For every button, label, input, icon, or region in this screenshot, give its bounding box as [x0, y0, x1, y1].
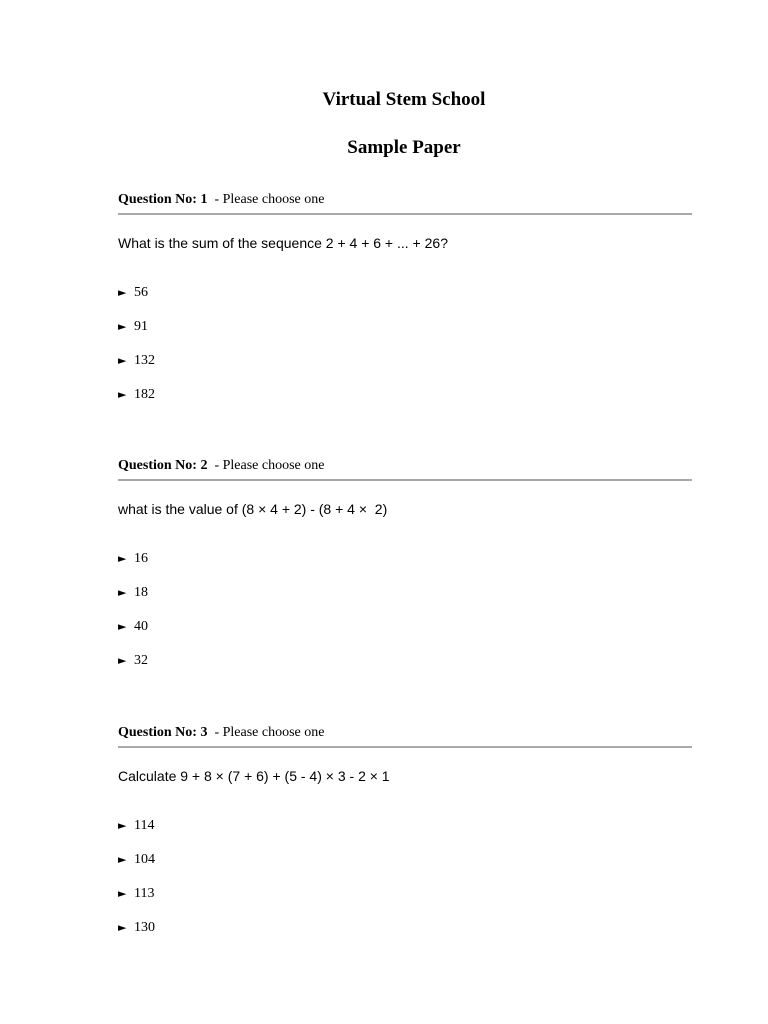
answer-option-label: 40	[134, 619, 148, 634]
page-title: Virtual Stem School	[322, 89, 486, 110]
question-divider	[118, 479, 692, 481]
answer-option-label: 182	[134, 387, 155, 402]
answer-option-label: 104	[134, 852, 155, 867]
question-text: what is the value of (8 × 4 + 2) - (8 + 4 × 2)	[118, 501, 388, 517]
right-pointer-icon: ►	[118, 887, 127, 900]
answer-option-label: 130	[134, 920, 155, 935]
question-number: Question No: 1	[118, 192, 208, 207]
answer-option[interactable]	[118, 887, 155, 921]
right-pointer-icon: ►	[118, 286, 127, 299]
question-number: Question No: 2	[118, 458, 208, 473]
answer-option[interactable]	[118, 654, 148, 688]
answer-option-label: 91	[134, 319, 148, 334]
question-instruction: - Please choose one	[214, 458, 325, 473]
answer-option[interactable]	[118, 921, 155, 955]
answer-options	[118, 286, 155, 422]
right-pointer-icon: ►	[118, 354, 127, 367]
right-pointer-icon: ►	[118, 552, 127, 565]
question-header	[118, 726, 692, 740]
right-pointer-icon: ►	[118, 921, 127, 934]
answer-option[interactable]	[118, 354, 155, 388]
question-divider	[118, 213, 692, 215]
answer-option[interactable]	[118, 552, 148, 586]
right-pointer-icon: ►	[118, 654, 127, 667]
answer-option-label: 132	[134, 353, 155, 368]
question-divider	[118, 746, 692, 748]
question-instruction: - Please choose one	[214, 725, 325, 740]
question-1	[118, 192, 692, 402]
right-pointer-icon: ►	[118, 620, 127, 633]
answer-option-label: 56	[134, 285, 148, 300]
question-3	[118, 725, 692, 935]
question-header	[118, 459, 692, 473]
right-pointer-icon: ►	[118, 819, 127, 832]
answer-option[interactable]	[118, 586, 148, 620]
right-pointer-icon: ►	[118, 853, 127, 866]
answer-options	[118, 819, 155, 955]
question-instruction: - Please choose one	[214, 192, 325, 207]
answer-option[interactable]	[118, 620, 148, 654]
right-pointer-icon: ►	[118, 320, 127, 333]
question-header	[118, 193, 692, 207]
question-2	[118, 458, 692, 668]
right-pointer-icon: ►	[118, 388, 127, 401]
answer-option[interactable]	[118, 853, 155, 887]
answer-option[interactable]	[118, 388, 155, 422]
answer-option-label: 18	[134, 585, 148, 600]
answer-options	[118, 552, 148, 688]
answer-option-label: 16	[134, 551, 148, 566]
question-text: Calculate 9 + 8 × (7 + 6) + (5 - 4) × 3 - 2 × 1	[118, 768, 390, 784]
answer-option[interactable]	[118, 819, 155, 853]
answer-option[interactable]	[118, 286, 155, 320]
answer-option[interactable]	[118, 320, 155, 354]
answer-option-label: 114	[134, 818, 155, 833]
answer-option-label: 32	[134, 653, 148, 668]
right-pointer-icon: ►	[118, 586, 127, 599]
question-text: What is the sum of the sequence 2 + 4 + 6 + ... + 26?	[118, 235, 448, 251]
answer-option-label: 113	[134, 886, 155, 901]
question-number: Question No: 3	[118, 725, 208, 740]
page-subtitle: Sample Paper	[347, 137, 461, 158]
